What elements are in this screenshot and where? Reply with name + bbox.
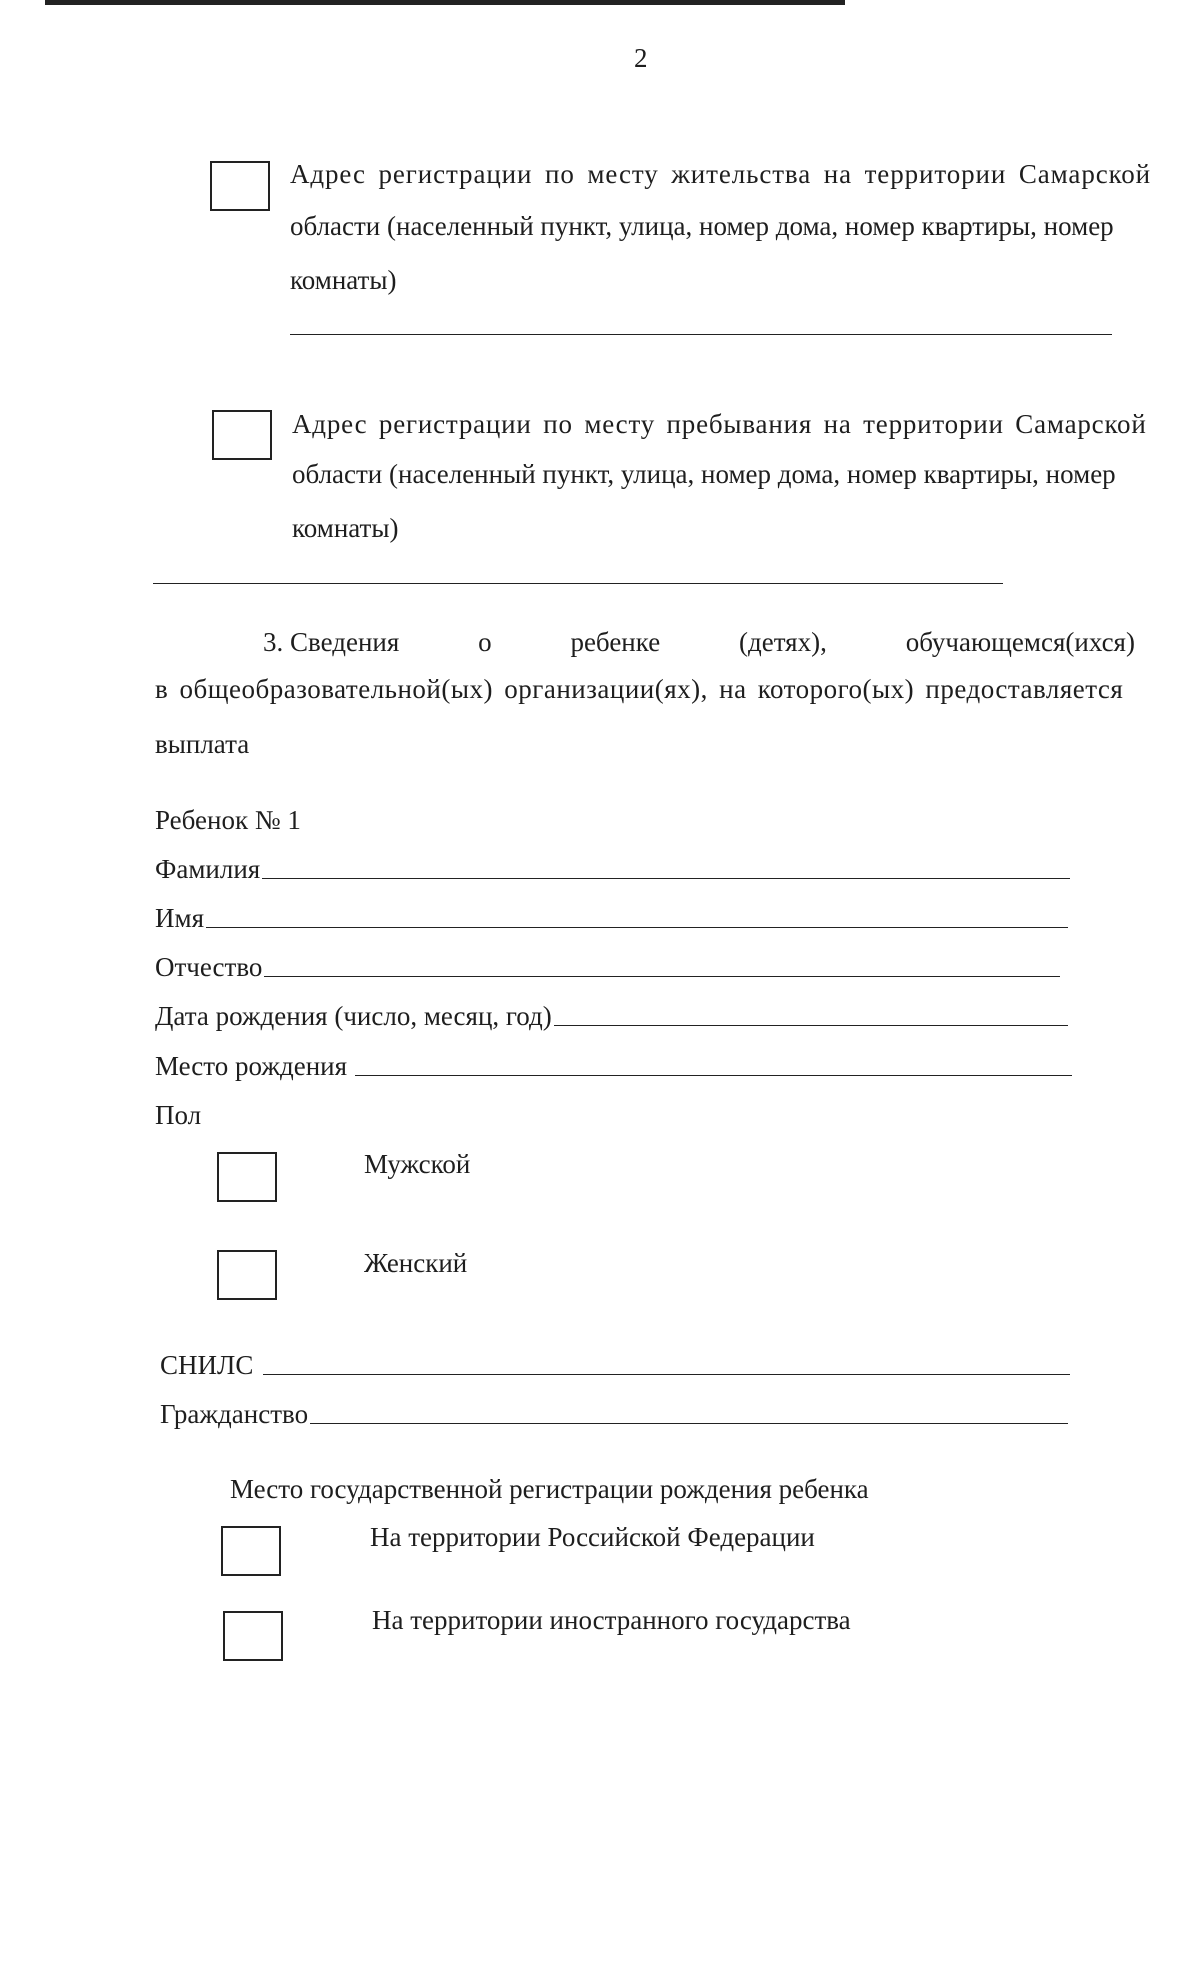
sex-label: Пол	[155, 1100, 202, 1130]
address-stay-input-line[interactable]	[153, 583, 1003, 584]
surname-label: Фамилия	[155, 854, 261, 884]
address-residence-line2: области (населенный пункт, улица, номер дома, номер квартиры, номер	[290, 211, 1114, 241]
birth-registration-rf-label: На территории Российской Федерации	[370, 1522, 815, 1552]
citizenship-input-line[interactable]	[310, 1422, 1068, 1424]
section3-heading-line1	[263, 626, 1135, 658]
scan-top-edge	[45, 0, 845, 5]
section3-word-4: (детях),	[739, 627, 827, 657]
sex-female-checkbox[interactable]	[217, 1250, 277, 1300]
address-residence-checkbox[interactable]	[210, 161, 270, 211]
birth-registration-foreign-label: На территории иностранного государства	[372, 1605, 851, 1635]
section3-word-1: 3. Сведения	[263, 627, 400, 657]
birthplace-field[interactable]	[155, 1050, 1072, 1082]
name-input-line[interactable]	[206, 926, 1068, 928]
sex-male-label: Мужской	[364, 1149, 471, 1179]
address-stay-line3: комнаты)	[292, 513, 399, 543]
birthdate-input-line[interactable]	[554, 1024, 1068, 1026]
address-residence-input-line[interactable]	[290, 334, 1112, 335]
citizenship-label: Гражданство	[160, 1399, 309, 1429]
name-label: Имя	[155, 903, 205, 933]
patronymic-field[interactable]	[155, 951, 1060, 983]
birthplace-input-line[interactable]	[355, 1074, 1072, 1076]
birth-registration-heading: Место государственной регистрации рождения ребенка	[230, 1474, 869, 1504]
address-residence-line1: Адрес регистрации по месту жительства на территории Самарской	[290, 159, 1151, 189]
birthplace-label: Место рождения	[155, 1051, 348, 1081]
section3-word-2: о	[478, 627, 492, 657]
child-heading: Ребенок № 1	[155, 805, 301, 835]
patronymic-label: Отчество	[155, 952, 263, 982]
sex-male-checkbox[interactable]	[217, 1152, 277, 1202]
snils-label: СНИЛС	[160, 1350, 254, 1380]
page-number: 2	[634, 43, 648, 73]
patronymic-input-line[interactable]	[264, 975, 1060, 977]
section3-word-3: ребенке	[570, 627, 661, 657]
address-stay-line1: Адрес регистрации по месту пребывания на территории Самарской	[292, 409, 1147, 439]
birth-registration-rf-checkbox[interactable]	[221, 1526, 281, 1576]
snils-field[interactable]	[160, 1349, 1070, 1381]
section3-heading-line2: в общеобразовательной(ых) организации(ях), на которого(ых) предоставляется	[155, 674, 1124, 704]
address-stay-checkbox[interactable]	[212, 410, 272, 460]
section3-heading-line3: выплата	[155, 729, 250, 759]
surname-input-line[interactable]	[262, 877, 1070, 879]
address-stay-line2: области (населенный пункт, улица, номер дома, номер квартиры, номер	[292, 459, 1116, 489]
snils-input-line[interactable]	[263, 1373, 1070, 1375]
name-field[interactable]	[155, 902, 1068, 934]
surname-field[interactable]	[155, 853, 1070, 885]
address-residence-line3: комнаты)	[290, 265, 397, 295]
birthdate-field[interactable]	[155, 1000, 1068, 1032]
section3-word-5: обучающемся(ихся)	[905, 627, 1135, 657]
birth-registration-foreign-checkbox[interactable]	[223, 1611, 283, 1661]
sex-female-label: Женский	[364, 1248, 468, 1278]
birthdate-label: Дата рождения (число, месяц, год)	[155, 1001, 552, 1031]
citizenship-field[interactable]	[160, 1398, 1068, 1430]
